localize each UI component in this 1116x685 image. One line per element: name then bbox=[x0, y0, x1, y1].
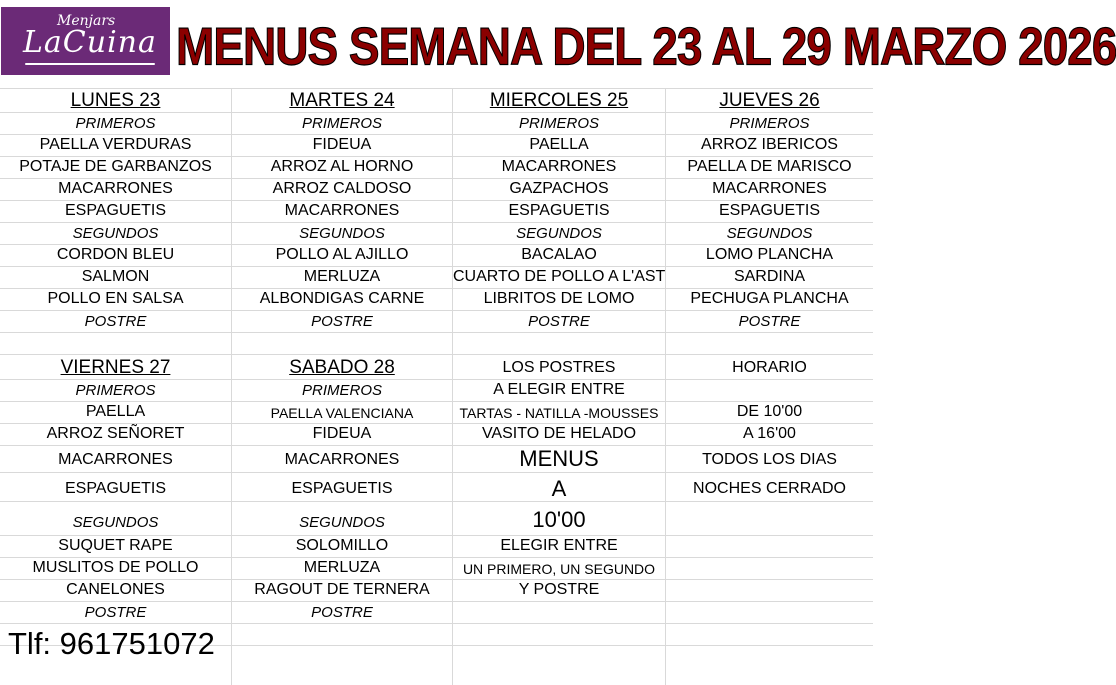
day-heading: MARTES 24 bbox=[289, 90, 395, 111]
info-text: Y POSTRE bbox=[518, 581, 600, 598]
grid-line bbox=[0, 501, 873, 502]
menu-item: ESPAGUETIS bbox=[64, 480, 167, 497]
menu-item: MACARRONES bbox=[712, 180, 827, 197]
horario-text: NOCHES CERRADO bbox=[693, 480, 846, 497]
course-label: POSTRE bbox=[311, 313, 373, 330]
menu-item: POLLO EN SALSA bbox=[47, 290, 184, 307]
menu-item: ESPAGUETIS bbox=[291, 480, 393, 497]
menu-item: PAELLA bbox=[85, 403, 146, 420]
menu-item: SUQUET RAPE bbox=[58, 537, 173, 554]
horario-text: TODOS LOS DIAS bbox=[702, 451, 837, 468]
restaurant-logo bbox=[1, 7, 170, 75]
course-label: SEGUNDOS bbox=[72, 225, 159, 242]
info-text: LOS POSTRES bbox=[502, 359, 616, 376]
course-label: PRIMEROS bbox=[301, 115, 382, 132]
grid-line bbox=[0, 379, 873, 380]
course-label: PRIMEROS bbox=[729, 115, 810, 132]
menu-item: CUARTO DE POLLO A L'AST bbox=[453, 268, 666, 285]
menu-item: CORDON BLEU bbox=[56, 246, 175, 263]
grid-line bbox=[0, 156, 873, 157]
logo-swoosh bbox=[25, 63, 155, 65]
menu-item: PECHUGA PLANCHA bbox=[690, 290, 849, 307]
grid-line bbox=[0, 266, 873, 267]
menu-item: POTAJE DE GARBANZOS bbox=[19, 158, 212, 175]
menu-item: MACARRONES bbox=[284, 202, 400, 219]
info-text: TARTAS - NATILLA -MOUSSES bbox=[459, 405, 659, 421]
course-label: SEGUNDOS bbox=[516, 225, 602, 242]
grid-line bbox=[0, 579, 873, 580]
grid-line bbox=[0, 557, 873, 558]
day-heading: LUNES 23 bbox=[70, 90, 161, 111]
day-heading: VIERNES 27 bbox=[60, 357, 171, 378]
grid-line bbox=[0, 472, 873, 473]
menu-item: POLLO AL AJILLO bbox=[275, 246, 409, 263]
info-text: UN PRIMERO, UN SEGUNDO bbox=[462, 561, 656, 577]
menu-price-label: MENUS bbox=[519, 446, 599, 471]
menu-item: PAELLA DE MARISCO bbox=[687, 158, 852, 175]
grid-line bbox=[0, 288, 873, 289]
grid-line bbox=[0, 401, 873, 402]
day-heading: MIERCOLES 25 bbox=[489, 90, 629, 111]
grid-line bbox=[0, 623, 873, 624]
menu-item: ARROZ IBERICOS bbox=[701, 136, 838, 153]
grid-line bbox=[0, 178, 873, 179]
menu-item: ARROZ CALDOSO bbox=[272, 180, 412, 197]
course-label: PRIMEROS bbox=[301, 382, 382, 399]
menu-item: LOMO PLANCHA bbox=[705, 246, 834, 263]
course-label: POSTRE bbox=[311, 604, 373, 621]
course-label: PRIMEROS bbox=[518, 115, 599, 132]
grid-line bbox=[0, 332, 873, 333]
menu-item: MACARRONES bbox=[501, 158, 617, 175]
menu-item: MACARRONES bbox=[284, 451, 400, 468]
course-label: POSTRE bbox=[738, 313, 801, 330]
menu-item: LIBRITOS DE LOMO bbox=[483, 290, 635, 307]
menu-item: ESPAGUETIS bbox=[64, 202, 167, 219]
course-label: PRIMEROS bbox=[75, 115, 156, 132]
menu-item: SALMON bbox=[81, 268, 150, 285]
menu-item: FIDEUA bbox=[312, 136, 372, 153]
grid-line bbox=[0, 601, 873, 602]
menu-item: ARROZ AL HORNO bbox=[270, 158, 414, 175]
course-label: POSTRE bbox=[84, 313, 147, 330]
day-heading: JUEVES 26 bbox=[719, 90, 820, 111]
course-label: POSTRE bbox=[84, 604, 147, 621]
grid-line bbox=[0, 134, 873, 135]
menu-item: BACALAO bbox=[521, 246, 597, 263]
horario-text: DE 10'00 bbox=[736, 403, 803, 420]
menu-item: PAELLA bbox=[529, 136, 589, 153]
menu-item: CANELONES bbox=[66, 581, 165, 598]
course-label: SEGUNDOS bbox=[72, 514, 159, 531]
course-label: SEGUNDOS bbox=[299, 225, 385, 242]
course-label: PRIMEROS bbox=[75, 382, 156, 399]
menu-price: 10'00 bbox=[532, 507, 586, 532]
course-label: SEGUNDOS bbox=[726, 225, 813, 242]
menu-item: MACARRONES bbox=[58, 180, 173, 197]
grid-line bbox=[0, 535, 873, 536]
menu-price-label: A bbox=[551, 476, 567, 501]
menu-item: MERLUZA bbox=[303, 268, 381, 285]
logo-name: LaCuina bbox=[23, 25, 157, 60]
menu-item: SOLOMILLO bbox=[295, 537, 389, 554]
logo-subtitle: Menjars bbox=[57, 13, 116, 29]
menu-item: MUSLITOS DE POLLO bbox=[32, 559, 199, 576]
horario-text: A 16'00 bbox=[743, 425, 796, 442]
menu-item: ALBONDIGAS CARNE bbox=[259, 290, 425, 307]
grid-line bbox=[0, 222, 873, 223]
grid-line bbox=[0, 112, 873, 113]
phone-number: Tlf: 961751072 bbox=[8, 626, 215, 661]
menu-item: GAZPACHOS bbox=[509, 180, 609, 197]
grid-line bbox=[0, 200, 873, 201]
grid-line bbox=[0, 88, 873, 89]
grid-line bbox=[0, 310, 873, 311]
grid-line bbox=[0, 244, 873, 245]
horario-title: HORARIO bbox=[732, 359, 807, 376]
menu-item: MERLUZA bbox=[303, 559, 381, 576]
menu-item: ESPAGUETIS bbox=[508, 202, 610, 219]
grid-line bbox=[0, 354, 873, 355]
info-text: VASITO DE HELADO bbox=[481, 425, 637, 442]
menu-item: SARDINA bbox=[733, 268, 806, 285]
grid-line bbox=[0, 423, 873, 424]
menu-item: RAGOUT DE TERNERA bbox=[254, 581, 430, 598]
course-label: SEGUNDOS bbox=[299, 514, 385, 531]
day-heading: SABADO 28 bbox=[289, 357, 395, 378]
info-text: ELEGIR ENTRE bbox=[500, 537, 618, 554]
menu-item: FIDEUA bbox=[312, 425, 372, 442]
menu-item: PAELLA VERDURAS bbox=[39, 136, 192, 153]
grid-line bbox=[0, 445, 873, 446]
menu-item: PAELLA VALENCIANA bbox=[270, 405, 414, 421]
info-text: A ELEGIR ENTRE bbox=[493, 381, 625, 398]
menu-item: ARROZ SEÑORET bbox=[46, 425, 185, 442]
course-label: POSTRE bbox=[528, 313, 590, 330]
page-title: MENUS SEMANA DEL 23 AL 29 MARZO 2026 bbox=[176, 16, 1116, 76]
menu-item: MACARRONES bbox=[58, 451, 173, 468]
menu-item: ESPAGUETIS bbox=[718, 202, 821, 219]
